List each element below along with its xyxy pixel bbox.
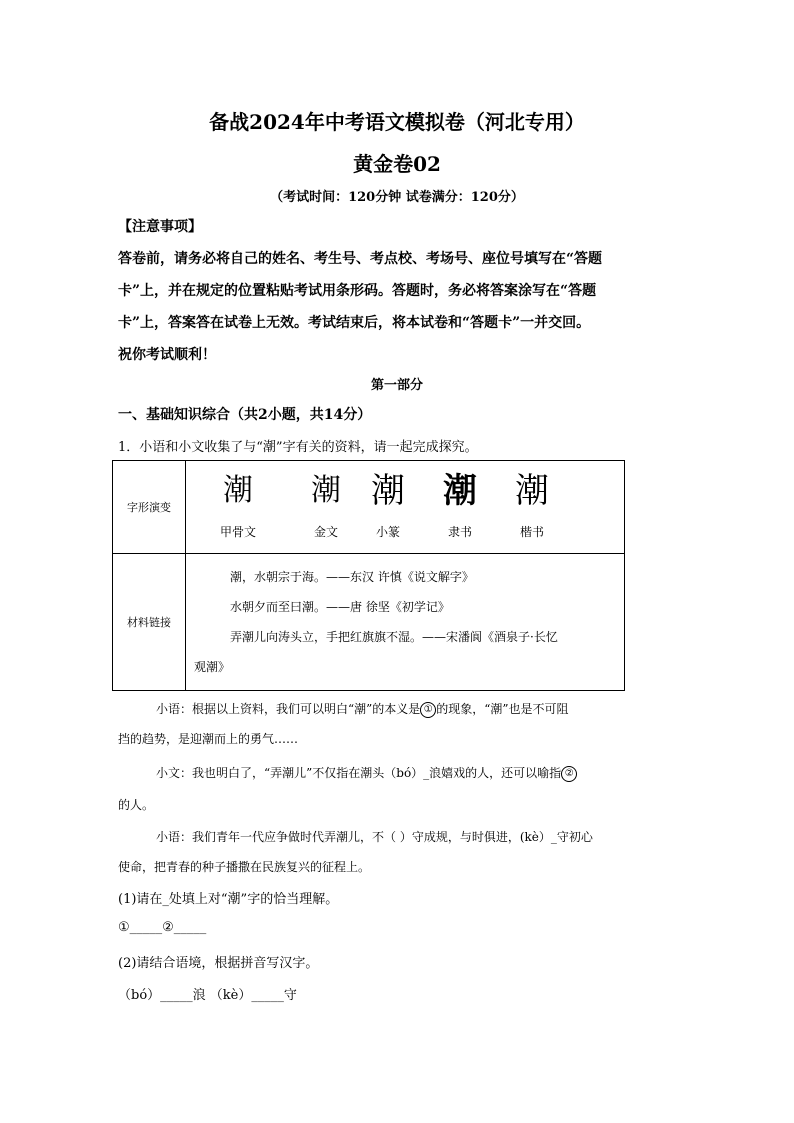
blank-2-marker: ② [561, 766, 577, 782]
notice-heading: 【注意事项】 [118, 219, 202, 235]
notice-line-1: 答卷前，请务必将自己的姓名、考生号、考点校、考场号、座位号填写在“答题 [118, 251, 603, 267]
glyph-oracle: 潮 [223, 473, 253, 508]
notice-line-3: 卡”上，答案答在试卷上无效。考试结束后，将本试卷和“答题卡”一并交回。 [118, 315, 591, 331]
glyph-label-seal: 小篆 [375, 525, 400, 539]
exam-info: （考试时间：120分钟 试卷满分：120分） [270, 190, 524, 205]
dialog-2-a: 小文：我也明白了，“弄潮儿”不仅指在潮头（bó）_浪嬉戏的人，还可以喻指 [156, 766, 562, 780]
part-heading: 第一部分 [370, 378, 423, 393]
glyph-bronze: 潮 [311, 473, 341, 508]
dialog-1-b: 的现象，“潮”也是不可阻 [436, 702, 569, 716]
materials-cell [186, 554, 625, 691]
dialog-line-2: 挡的趋势，是迎潮而上的勇气…… [118, 732, 299, 746]
material-2: 水朝夕而至曰潮。——唐 徐坚《初学记》 [230, 600, 450, 614]
glyph-clerical: 潮 [443, 471, 477, 511]
section-heading: 一、基础知识综合（共2小题，共14分） [118, 407, 372, 423]
subquestion-2: (2)请结合语境，根据拼音写汉字。 [118, 956, 319, 971]
dialog-1-a: 小语：根据以上资料，我们可以明白“潮”的本义是 [156, 702, 421, 716]
dialog-line-4: 的人。 [118, 798, 155, 812]
exam-title: 备战2024年中考语文模拟卷（河北专用） [209, 110, 585, 134]
question-stem: 1．小语和小文收集了与“潮”字有关的资料，请一起完成探究。 [118, 440, 478, 455]
blank-1-marker: ① [420, 702, 436, 718]
row-label-evolution: 字形演变 [113, 461, 186, 554]
material-4: 观潮》 [194, 660, 231, 674]
subquestion-1: (1)请在_处填上对“潮”字的恰当理解。 [118, 892, 339, 907]
glyph-label-bronze: 金文 [313, 525, 338, 539]
notice-line-4: 祝你考试顺利！ [118, 347, 216, 363]
exam-subtitle: 黄金卷02 [353, 152, 441, 176]
glyph-seal: 潮 [371, 471, 405, 511]
subquestion-1-answer[interactable]: ①_____②_____ [118, 920, 207, 935]
dialog-line-3 [156, 764, 577, 782]
glyph-label-regular: 楷书 [519, 525, 544, 539]
glyph-label-clerical: 隶书 [447, 525, 472, 539]
dialog-line-1 [156, 700, 569, 718]
glyph-cell [186, 461, 625, 554]
dialog-line-5: 小语：我们青年一代应争做时代弄潮儿，不（ ）守成规，与时俱进，(kè）_守初心 [156, 830, 593, 844]
material-1: 潮，水朝宗于海。——东汉 许慎《说文解字》 [230, 570, 474, 584]
row-label-materials: 材料链接 [113, 554, 186, 691]
subquestion-2-answer[interactable]: （bó）_____浪 （kè）_____守 [118, 988, 297, 1003]
character-table [112, 460, 625, 691]
dialog-line-6: 使命，把青春的种子播撒在民族复兴的征程上。 [118, 860, 371, 874]
glyph-label-oracle: 甲骨文 [219, 525, 256, 539]
notice-line-2: 卡”上，并在规定的位置粘贴考试用条形码。答题时，务必将答案涂写在“答题 [118, 283, 597, 299]
glyph-regular: 潮 [515, 471, 549, 511]
material-3: 弄潮儿向涛头立，手把红旗旗不湿。——宋潘阆《酒泉子·长忆 [230, 630, 558, 644]
